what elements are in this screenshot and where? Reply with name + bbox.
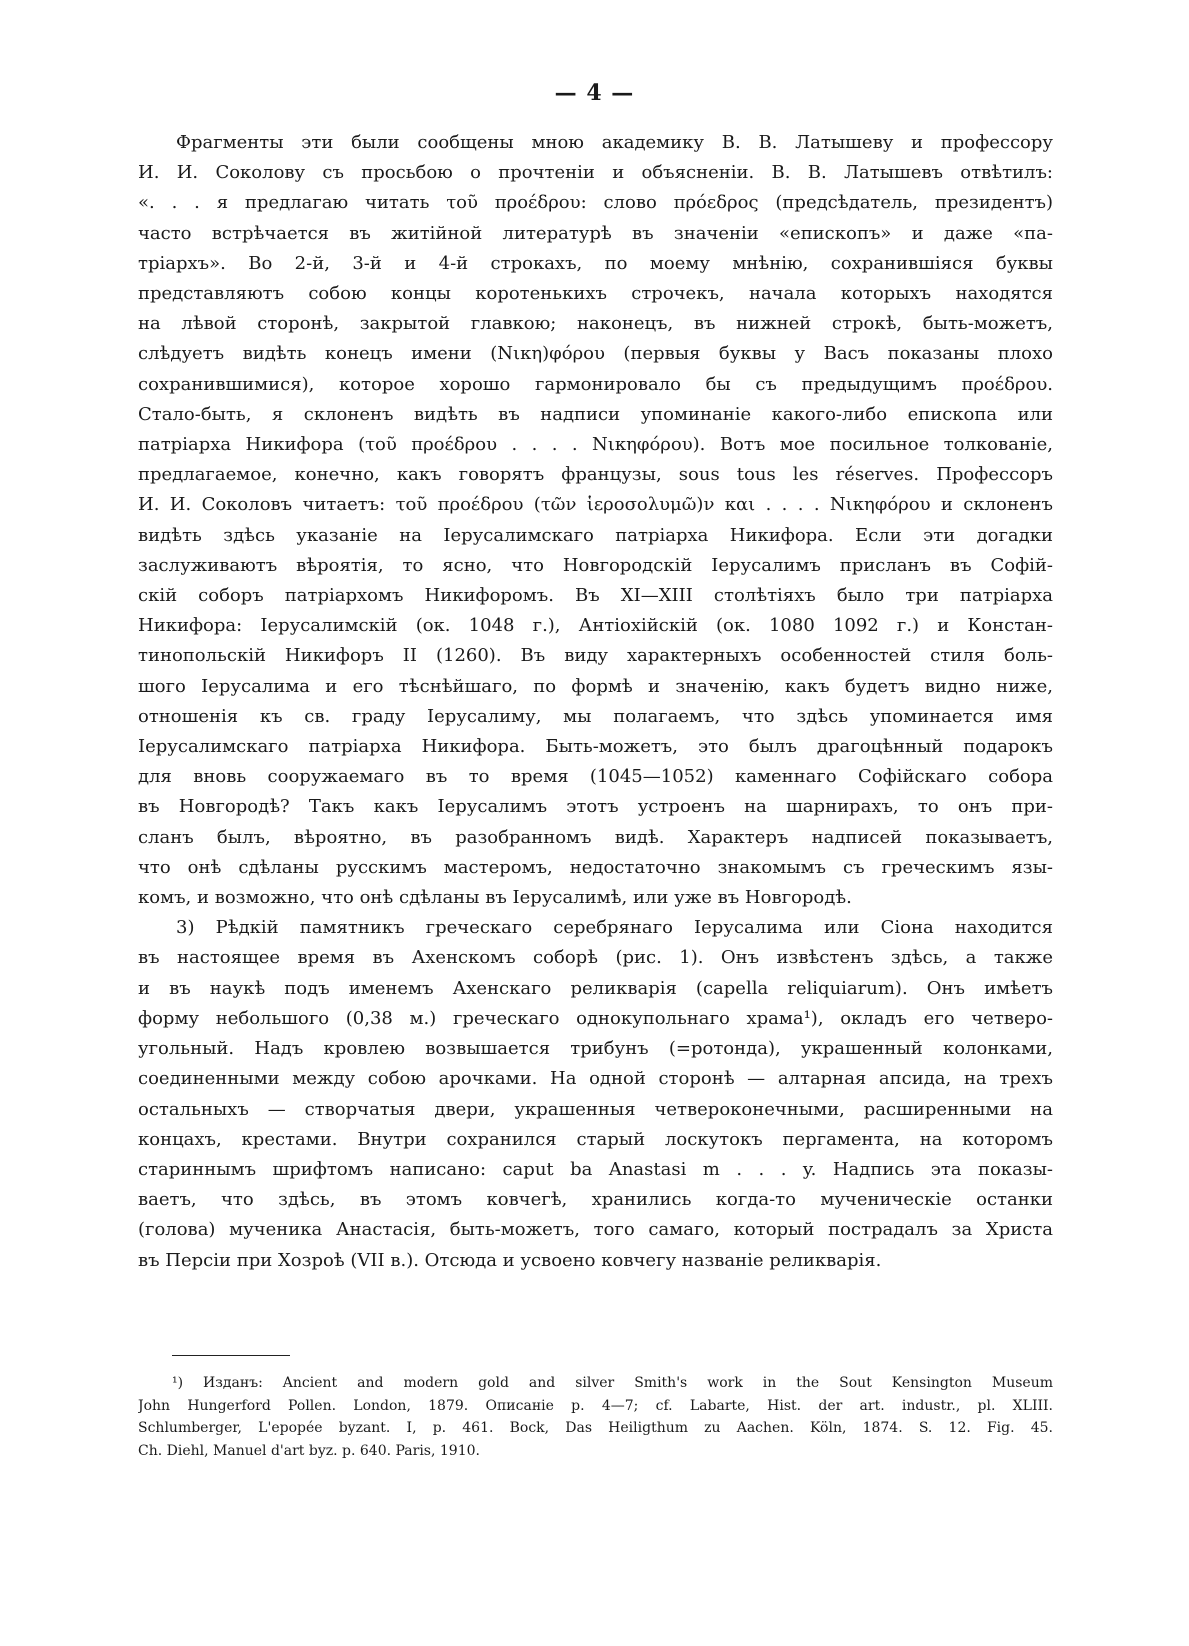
text-line: «. . . я предлагаю читать τοῦ προέδρου: слово πρόεδρος (предсѣдатель, президентъ) [138, 192, 1053, 214]
text-line: Никифора: Іерусалимскій (ок. 1048 г.), Антіохійскій (ок. 1080 1092 г.) и Констан- [138, 615, 1053, 637]
text-line: угольный. Надъ кровлею возвышается трибунъ (=ротонда), украшенный колонками, [138, 1038, 1053, 1060]
text-line: на лѣвой сторонѣ, закрытой главкою; наконецъ, въ нижней строкѣ, быть-можетъ, [138, 313, 1053, 335]
text-line: скій соборъ патріархомъ Никифоромъ. Въ XI—XIII столѣтіяхъ было три патріарха [138, 585, 1053, 607]
paragraph-2 [138, 913, 1053, 1275]
text-line: И. И. Соколовъ читаетъ: τοῦ προέδρου (τῶν ἱεροσολυμῶ)ν και . . . . Νικηφόρου и склоненъ [138, 494, 1053, 516]
text-line: и въ наукѣ подъ именемъ Ахенскаго реликварія (capella reliquiarum). Онъ имѣетъ [138, 977, 1053, 999]
text-line: въ Персіи при Хозроѣ (VII в.). Отсюда и усвоено ковчегу названіе реликварія. [138, 1249, 882, 1271]
text-line: для вновь сооружаемаго въ то время (1045—1052) каменнаго Софійскаго собора [138, 766, 1053, 788]
text-line: тріархъ». Во 2-й, 3-й и 4-й строкахъ, по моему мнѣнію, сохранившіяся буквы [138, 252, 1053, 274]
text-line: видѣть здѣсь указаніе на Іерусалимскаго патріарха Никифора. Если эти догадки [138, 524, 1053, 546]
text-line: соединенными между собою арочками. На одной сторонѣ — алтарная апсида, на трехъ [138, 1068, 1053, 1090]
text-line: ваетъ, что здѣсь, въ этомъ ковчегѣ, хранились когда-то мученическіе останки [138, 1189, 1053, 1211]
text-line: тинопольскій Никифоръ II (1260). Въ виду характерныхъ особенностей стиля боль- [138, 645, 1053, 667]
text-line: въ Новгородѣ? Такъ какъ Іерусалимъ этотъ устроенъ на шарнирахъ, то онъ при- [138, 796, 1053, 818]
text-line: концахъ, крестами. Внутри сохранился старый лоскутокъ пергамента, на которомъ [138, 1128, 1053, 1150]
text-line: (голова) мученика Анастасія, быть-можетъ, того самаго, который пострадалъ за Христа [138, 1219, 1053, 1241]
text-line: сланъ былъ, вѣроятно, въ разобранномъ видѣ. Характеръ надписей показываетъ, [138, 826, 1053, 848]
text-line: что онѣ сдѣланы русскимъ мастеромъ, недостаточно знакомымъ съ греческимъ язы- [138, 856, 1053, 878]
text-line: Фрагменты эти были сообщены мною академику В. В. Латышеву и профессору [176, 132, 1053, 153]
text-line: Ch. Diehl, Manuel d'art byz. p. 640. Paris, 1910. [138, 1442, 480, 1459]
text-line: 3) Рѣдкій памятникъ греческаго серебрянаго Іерусалима или Сіона находится [176, 917, 1053, 939]
text-line: патріарха Никифора (τοῦ προέδρου . . . . Νικηφόρου). Вотъ мое посильное толкованіе, [138, 434, 1053, 456]
body-text [138, 128, 1053, 1276]
text-line: заслуживаютъ вѣроятія, то ясно, что Новгородскій Іерусалимъ присланъ въ Софій- [138, 554, 1053, 576]
page-number: — 4 — [554, 80, 635, 106]
paragraph-1 [138, 128, 1053, 913]
footnote-separator [172, 1355, 290, 1356]
text-line: комъ, и возможно, что онѣ сдѣланы въ Іерусалимѣ, или уже въ Новгородѣ. [138, 887, 852, 909]
text-line: остальныхъ — створчатыя двери, украшенныя четвероконечными, расширенными на [138, 1098, 1053, 1120]
text-line: предлагаемое, конечно, какъ говорятъ французы, sous tous les réserves. Профессоръ [138, 464, 1053, 486]
text-line: ¹) Изданъ: Ancient and modern gold and silver Smith's work in the Sout Kensington Museum [172, 1375, 1053, 1391]
text-line: отношенія къ св. граду Іерусалиму, мы полагаемъ, что здѣсь упоминается имя [138, 705, 1053, 727]
text-line: Schlumberger, L'epopée byzant. I, p. 461. Bock, Das Heiligthum zu Aachen. Köln, 1874. S. 12. Fig. 45. [138, 1420, 1053, 1436]
text-line: John Hungerford Pollen. London, 1879. Описаніе p. 4—7; cf. Labarte, Hist. der art. industr., pl. XLIII. [138, 1397, 1053, 1414]
text-line: стариннымъ шрифтомъ написано: caput ba Anastasi m . . . y. Надпись эта показы- [138, 1158, 1053, 1180]
text-line: въ настоящее время въ Ахенскомъ соборѣ (рис. 1). Онъ извѣстенъ здѣсь, а также [138, 947, 1053, 969]
text-line: И. И. Соколову съ просьбою о прочтеніи и объясненіи. В. В. Латышевъ отвѣтилъ: [138, 162, 1053, 184]
footnote [138, 1372, 1053, 1462]
text-line: часто встрѣчается въ житійной литературѣ въ значеніи «епископъ» и даже «па- [138, 222, 1053, 244]
text-line: сохранившимися), которое хорошо гармонировало бы съ предыдущимъ προέδρου. [138, 373, 1053, 395]
text-line: слѣдуетъ видѣть конецъ имени (Νικη)φόρου (первыя буквы у Васъ показаны плохо [138, 343, 1053, 365]
text-line: Стало-быть, я склоненъ видѣть въ надписи упоминаніе какого-либо епископа или [138, 403, 1053, 425]
text-line: шого Іерусалима и его тѣснѣйшаго, по формѣ и значенію, какъ будетъ видно ниже, [138, 675, 1053, 697]
text-line: форму небольшого (0,38 м.) греческаго однокупольнаго храма¹), окладъ его четверо- [138, 1007, 1053, 1029]
text-line: представляютъ собою концы коротенькихъ строчекъ, начала которыхъ находятся [138, 283, 1053, 305]
text-line: Іерусалимскаго патріарха Никифора. Быть-можетъ, это былъ драгоцѣнный подарокъ [138, 736, 1053, 758]
